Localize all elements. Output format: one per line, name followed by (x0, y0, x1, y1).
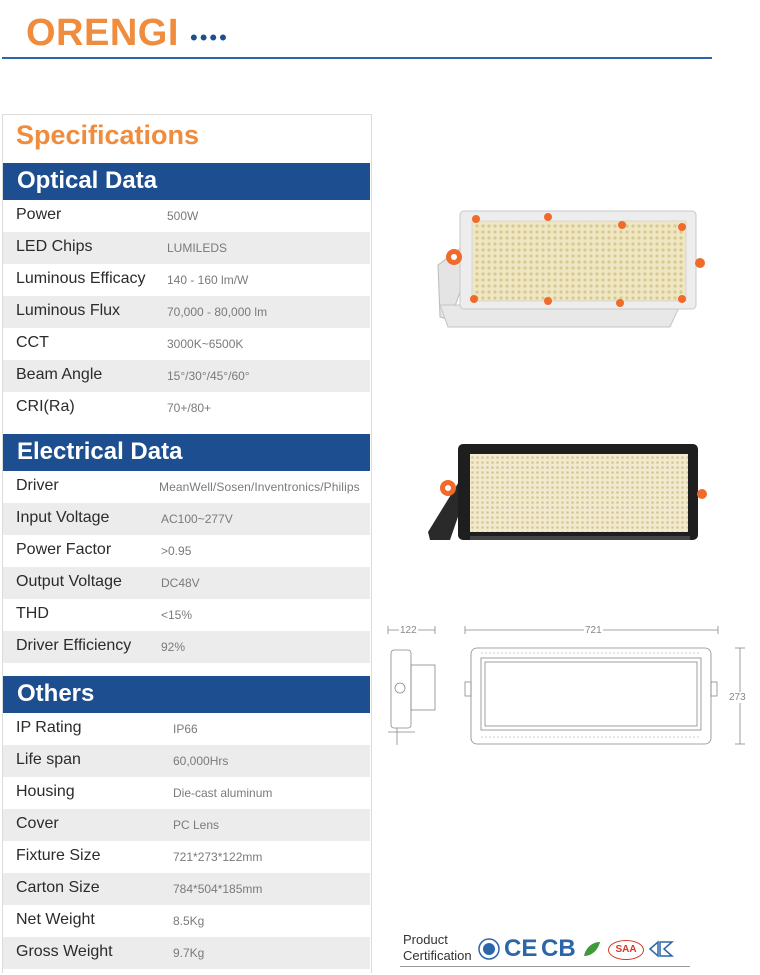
spec-row-beam-angle (3, 360, 370, 392)
spec-value: 9.7Kg (173, 946, 205, 960)
spec-value: 140 - 160 lm/W (167, 273, 249, 287)
cert-label-line1: Product (403, 932, 448, 947)
spec-label: Beam Angle (16, 366, 103, 383)
spec-row-life-span (3, 745, 370, 777)
spec-row-cover (3, 809, 370, 841)
spec-value: IP66 (173, 722, 198, 736)
side-width-label: 122 (400, 625, 417, 636)
spec-value: MeanWell/Sosen/Inventronics/Philips (159, 480, 360, 494)
spec-value: DC48V (161, 576, 200, 590)
brand-dots: •••• (190, 25, 229, 50)
spec-label: Power Factor (16, 541, 112, 558)
spec-row-luminous-efficacy (3, 264, 370, 296)
spec-label: THD (16, 605, 49, 622)
spec-label: Power (16, 206, 62, 223)
spec-row-ip-rating (3, 713, 370, 745)
spec-row-thd (3, 599, 370, 631)
leaf-cert-icon (582, 940, 602, 958)
spec-value: 784*504*185mm (173, 882, 263, 896)
spec-value: <15% (161, 608, 193, 622)
spec-value: >0.95 (161, 544, 192, 558)
white-floodlight-image (420, 205, 710, 335)
spec-value: PC Lens (173, 818, 220, 832)
spec-row-carton-size (3, 873, 370, 905)
spec-value: 500W (167, 209, 199, 223)
spec-value: 92% (161, 640, 186, 654)
spec-row-cct (3, 328, 370, 360)
section-header-optical (3, 163, 370, 200)
spec-row-input-voltage (3, 503, 370, 535)
header-divider (2, 57, 712, 59)
brand-logo: ORENGI (26, 12, 179, 54)
spec-label: Input Voltage (16, 509, 110, 526)
spec-label: Cover (16, 815, 59, 832)
cert-seal-icon (478, 938, 500, 960)
spec-label: Housing (16, 783, 75, 800)
saa-mark: SAA (608, 940, 644, 960)
height-label: 273 (729, 692, 746, 703)
spec-row-housing (3, 777, 370, 809)
spec-value: LUMILEDS (167, 241, 228, 255)
cb-mark: CB (541, 935, 576, 962)
spec-row-driver-efficiency (3, 631, 370, 663)
section-header-others (3, 676, 370, 713)
section-header-electrical (3, 434, 370, 471)
section-title: Electrical Data (17, 438, 183, 465)
spec-label: Driver (16, 477, 59, 494)
spec-row-power (3, 200, 370, 232)
section-title: Others (17, 680, 95, 707)
section-title: Optical Data (17, 167, 158, 194)
spec-label: IP Rating (16, 719, 82, 736)
spec-label: Carton Size (16, 879, 100, 896)
dimension-drawing (385, 620, 760, 750)
spec-label: LED Chips (16, 238, 93, 255)
spec-label: CRI(Ra) (16, 398, 75, 415)
spec-row-output-voltage (3, 567, 370, 599)
ce-mark: CE (504, 935, 538, 962)
spec-value: AC100~277V (161, 512, 233, 526)
front-width-label: 721 (585, 625, 602, 636)
spec-value: 721*273*122mm (173, 850, 263, 864)
product-certification-label (403, 932, 472, 964)
spec-value: 15°/30°/45°/60° (167, 369, 250, 383)
spec-row-power-factor (3, 535, 370, 567)
spec-row-led-chips (3, 232, 370, 264)
spec-label: Luminous Flux (16, 302, 121, 319)
spec-value: 8.5Kg (173, 914, 205, 928)
black-floodlight-image (420, 440, 710, 550)
emc-cert-icon (648, 940, 674, 958)
spec-label: Net Weight (16, 911, 95, 928)
spec-label: Gross Weight (16, 943, 113, 960)
spec-row-luminous-flux (3, 296, 370, 328)
spec-label: Output Voltage (16, 573, 122, 590)
spec-row-fixture-size (3, 841, 370, 873)
spec-value: 70+/80+ (167, 401, 212, 415)
spec-label: Life span (16, 751, 81, 768)
spec-row-cri (3, 392, 370, 424)
spec-label: Driver Efficiency (16, 637, 132, 654)
spec-title: Specifications (16, 120, 200, 150)
spec-value: 3000K~6500K (167, 337, 244, 351)
spec-label: Luminous Efficacy (16, 270, 146, 287)
spec-row-net-weight (3, 905, 370, 937)
spec-row-gross-weight (3, 937, 370, 969)
spec-value: Die-cast aluminum (173, 786, 273, 800)
cert-label-line2: Certification (403, 948, 472, 963)
spec-value: 60,000Hrs (173, 754, 229, 768)
spec-value: 70,000 - 80,000 lm (167, 305, 268, 319)
spec-label: CCT (16, 334, 49, 351)
spec-label: Fixture Size (16, 847, 101, 864)
spec-row-driver (3, 471, 370, 503)
cert-underline (400, 966, 690, 967)
